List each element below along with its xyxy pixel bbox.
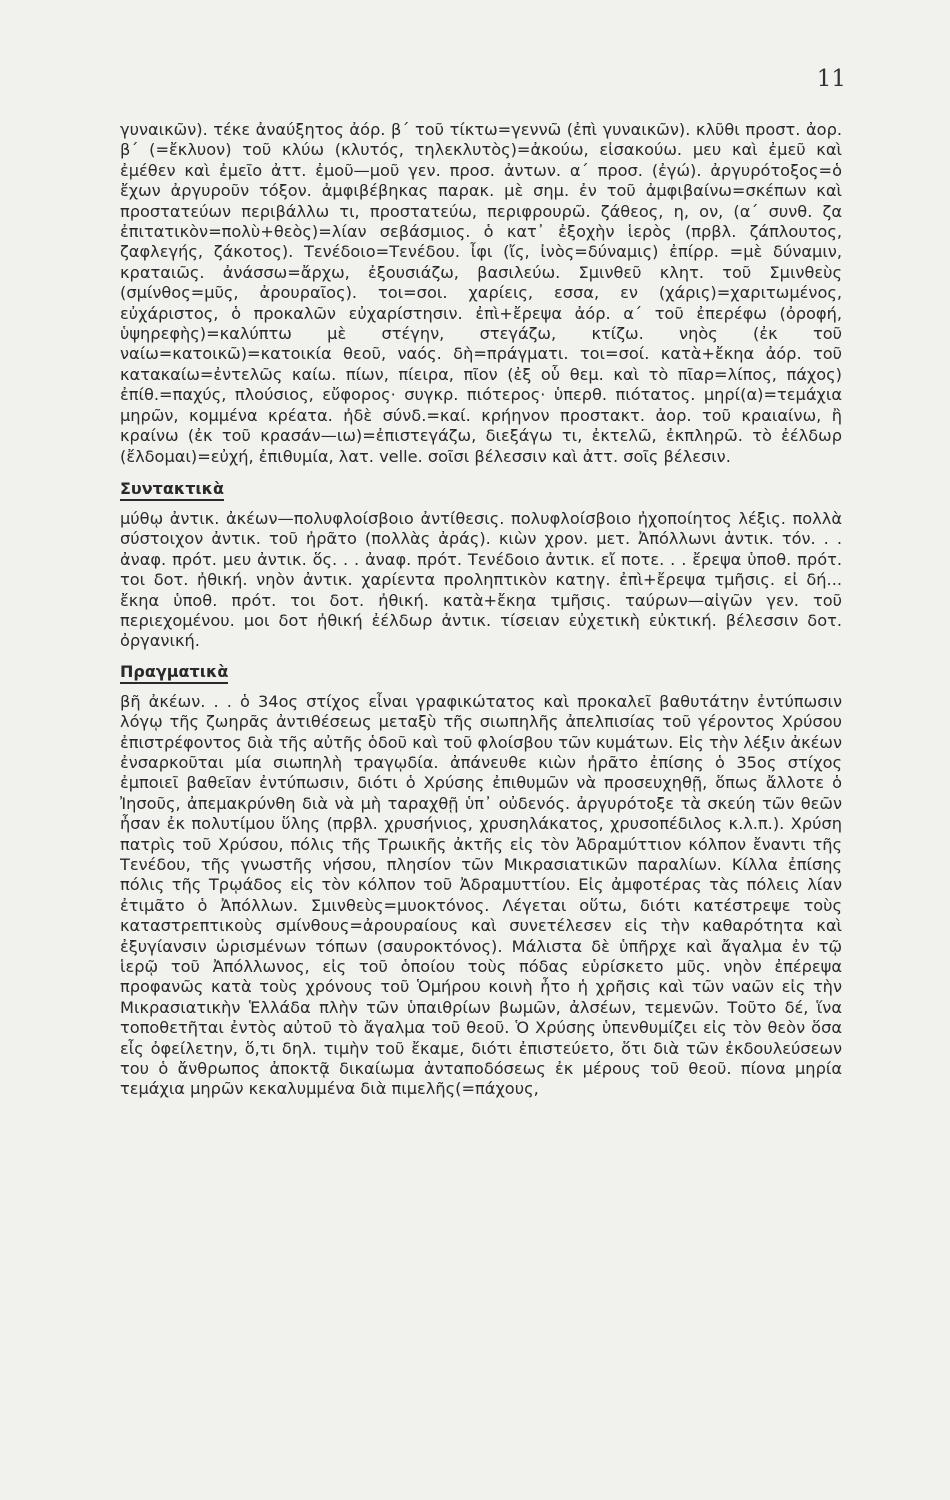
realia-section [120, 652, 842, 1100]
realia-heading: Πραγματικὰ [120, 662, 228, 684]
commentary-paragraph: γυναικῶν). τέκε ἀναύξητος ἀόρ. β΄ τοῦ τίκτω=γεννῶ (ἐπὶ γυναικῶν). κλῦθι προστ. ἀορ. β΄ (=ἔκλυον) τοῦ κλύω (κλυτός, τηλεκλυτὸς)=ἀκούω, εἰσακούω. μευ καὶ ἐμεῦ καὶ ἐμέθεν καὶ ἐμεῖο ἀττ. ἐμοῦ—μοῦ γεν. προσ. ἀντων. α΄ προσ. (ἐγώ). ἀργυρότοξος=ὁ ἔχων ἀργυροῦν τόξον. ἀμφιβέβηκας παρακ. μὲ σημ. ἐν τοῦ ἀμφιβαίνω=σκέπων καὶ προστατεύων περιβάλλω τι, προστατεύω, περιφρουρῶ. ζάθεος, η, ον, (α΄ συνθ. ζα ἐπιτατικὸν=πολὺ+θεὸς)=λίαν σεβάσμιος. ὁ κατ᾽ ἐξοχὴν ἱερὸς (πρβλ. ζάπλουτος, ζαφλεγής, ζάκοτος). Τενέδοιο=Τενέδου. ἶφι (ἴς, ἰνὸς=δύναμις) ἐπίρρ. =μὲ δύναμιν, κραταιῶς. ἀνάσσω=ἄρχω, ἐξουσιάζω, βασιλεύω. Σμινθεῦ κλητ. τοῦ Σμινθεὺς (σμίνθος=μῦς, ἀρουραῖος). τοι=σοι. χαρίεις, εσσα, εν (χάρις)=χαριτωμένος, εὐχάριστος, ὁ προκαλῶν εὐχαρίστησιν. ἐπὶ+ἔρεψα ἀόρ. α΄ τοῦ ἐπερέφω (ὀροφή, ὑψηρεφὴς)=καλύπτω μὲ στέγην, στεγάζω, κτίζω. νηὸς (ἐκ τοῦ ναίω=κατοικῶ)=κατοικία θεοῦ, ναός. δὴ=πράγματι. τοι=σοί. κατὰ+ἔκηα ἀόρ. τοῦ κατακαίω=ἐντελῶς καίω. πίων, πίειρα, πῖον (ἐξ οὗ θεμ. καὶ τὸ πῖαρ=λίπος, πάχος) ἐπίθ.=παχύς, πλούσιος, εὔφορος· συγκρ. πιότερος· ὑπερθ. πιότατος. μηρί(α)=τεμάχια μηρῶν, κομμένα κρέατα. ἠδὲ σύνδ.=καί. κρήηνον προστακτ. ἀορ. τοῦ κραιαίνω, ἢ κραίνω (ἐκ τοῦ κρασάν—ιω)=ἐπιστεγάζω, διεξάγω τι, ἐκτελῶ, ἐκπληρῶ. τὸ ἐέλδωρ (ἔλδομαι)=εὐχή, ἐπιθυμία, λατ. velle. σοῖσι βέλεσσιν καὶ ἀττ. σοῖς βέλεσιν. [120, 120, 842, 466]
syntax-section [120, 467, 842, 652]
realia-paragraph: βῆ ἀκέων. . . ὁ 34ος στίχος εἶναι γραφικώτατος καὶ προκαλεῖ βαθυτάτην ἐντύπωσιν λόγῳ τῆς ζωηρᾶς ἀντιθέσεως μεταξὺ τῆς σιωπηλῆς ἀπελπισίας τοῦ γέροντος Χρύσου ἐπιστρέφοντος διὰ τῆς αὐτῆς ὁδοῦ καὶ τοῦ φλοίσβου τῶν κυμάτων. Εἰς τὴν λέξιν ἀκέων ἐνσαρκοῦται μία σιωπηλὴ τραγῳδία. ἀπάνευθε κιὼν ἠρᾶτο ἐπίσης ὁ 35ος στίχος ἐμποιεῖ βαθεῖαν ἐντύπωσιν, διότι ὁ Χρύσης ἐπιθυμῶν νὰ προσευχηθῇ, ὅπως ἄλλοτε ὁ Ἰησοῦς, ἀπεμακρύνθη διὰ νὰ μὴ ταραχθῇ ὑπ᾽ οὐδενός. ἀργυρότοξε τὰ σκεύη τῶν θεῶν ἦσαν ἐκ πολυτίμου ὕλης (πρβλ. χρυσήνιος, χρυσηλάκατος, χρυσοπέδιλος κ.λ.π.). Χρύση πατρὶς τοῦ Χρύσου, πόλις τῆς Τρωικῆς ἀκτῆς εἰς τὸν Ἀδραμύττιον κόλπον ἔναντι τῆς Τενέδου, τῆς γνωστῆς νήσου, πλησίον τῶν Μικρασιατικῶν παραλίων. Κίλλα ἐπίσης πόλις τῆς Τρῳάδος εἰς τὸν κόλπον τοῦ Ἀδραμυττίου. Εἰς ἀμφοτέρας τὰς πόλεις λίαν ἐτιμᾶτο ὁ Ἀπόλλων. Σμινθεὺς=μυοκτόνος. Λέγεται οὕτω, διότι κατέστρεψε τοὺς καταστρεπτικοὺς σμίνθους=ἀρουραίους καὶ συνετέλεσεν εἰς τὴν καθαρότητα καὶ ἐξυγίανσιν ὡρισμένων τόπων (σαυροκτόνος). Μάλιστα δὲ ὑπῆρχε καὶ ἄγαλμα ἐν τῷ ἱερῷ τοῦ Ἀπόλλωνος, εἰς τοῦ ὁποίου τοὺς πόδας εὑρίσκετο μῦς. νηὸν ἐπέρεψα προφανῶς κατὰ τοὺς χρόνους τοῦ Ὁμήρου κοινὴ ἦτο ἡ χρῆσις καὶ τῶν ναῶν εἰς τὴν Μικρασιατικὴν Ἑλλάδα πλὴν τῶν ὑπαιθρίων βωμῶν, ἀλσέων, τεμενῶν. Τοῦτο δέ, ἵνα τοποθετῆται ἐντὸς αὐτοῦ τὸ ἄγαλμα τοῦ θεοῦ. Ὁ Χρύσης ὑπενθυμίζει εἰς τὸν θεὸν ὅσα εἶς ὀφείλετην, ὅ,τι δηλ. τιμὴν τοῦ ἔκαμε, διότι ἐπιστεύετο, ὅτι διὰ τῶν ἐκδουλεύσεων του ὁ ἄνθρωπος ἀποκτᾷ δικαίωμα ἀνταποδόσεως ἐκ μέρους τοῦ θεοῦ. πίονα μηρία τεμάχια μηρῶν κεκαλυμμένα διὰ πιμελῆς(=πάχους, [120, 691, 842, 1099]
syntax-paragraph: μύθῳ ἀντικ. ἀκέων—πολυφλοίσβοιο ἀντίθεσις. πολυφλοίσβοιο ἠχοποίητος λέξις. πολλὰ σύστοιχον ἀντικ. τοῦ ἠρᾶτο (πολλὰς ἀράς). κιὼν χρον. μετ. Ἀπόλλωνι ἀντικ. τόν. . . ἀναφ. πρότ. μευ ἀντικ. ὅς. . . ἀναφ. πρότ. Τενέδοιο ἀντικ. εἴ ποτε. . . ἔρεψα ὑποθ. πρότ. τοι δοτ. ἠθική. νηὸν ἀντικ. χαρίεντα προληπτικὸν κατηγ. ἐπὶ+ἔρεψα τμῆσις. εἰ δή... ἔκηα ὑποθ. πρότ. τοι δοτ. ἠθική. κατὰ+ἔκηα τμῆσις. ταύρων—αἰγῶν γεν. τοῦ περιεχομένου. μοι δοτ ἠθική ἐέλδωρ ἀντικ. τίσειαν εὐχετικὴ εὐκτική. βέλεσσιν δοτ. ὀργανική. [120, 508, 842, 651]
page-content [120, 120, 842, 1100]
page-number: 11 [816, 66, 846, 92]
syntax-heading: Συντακτικὰ [120, 479, 224, 501]
